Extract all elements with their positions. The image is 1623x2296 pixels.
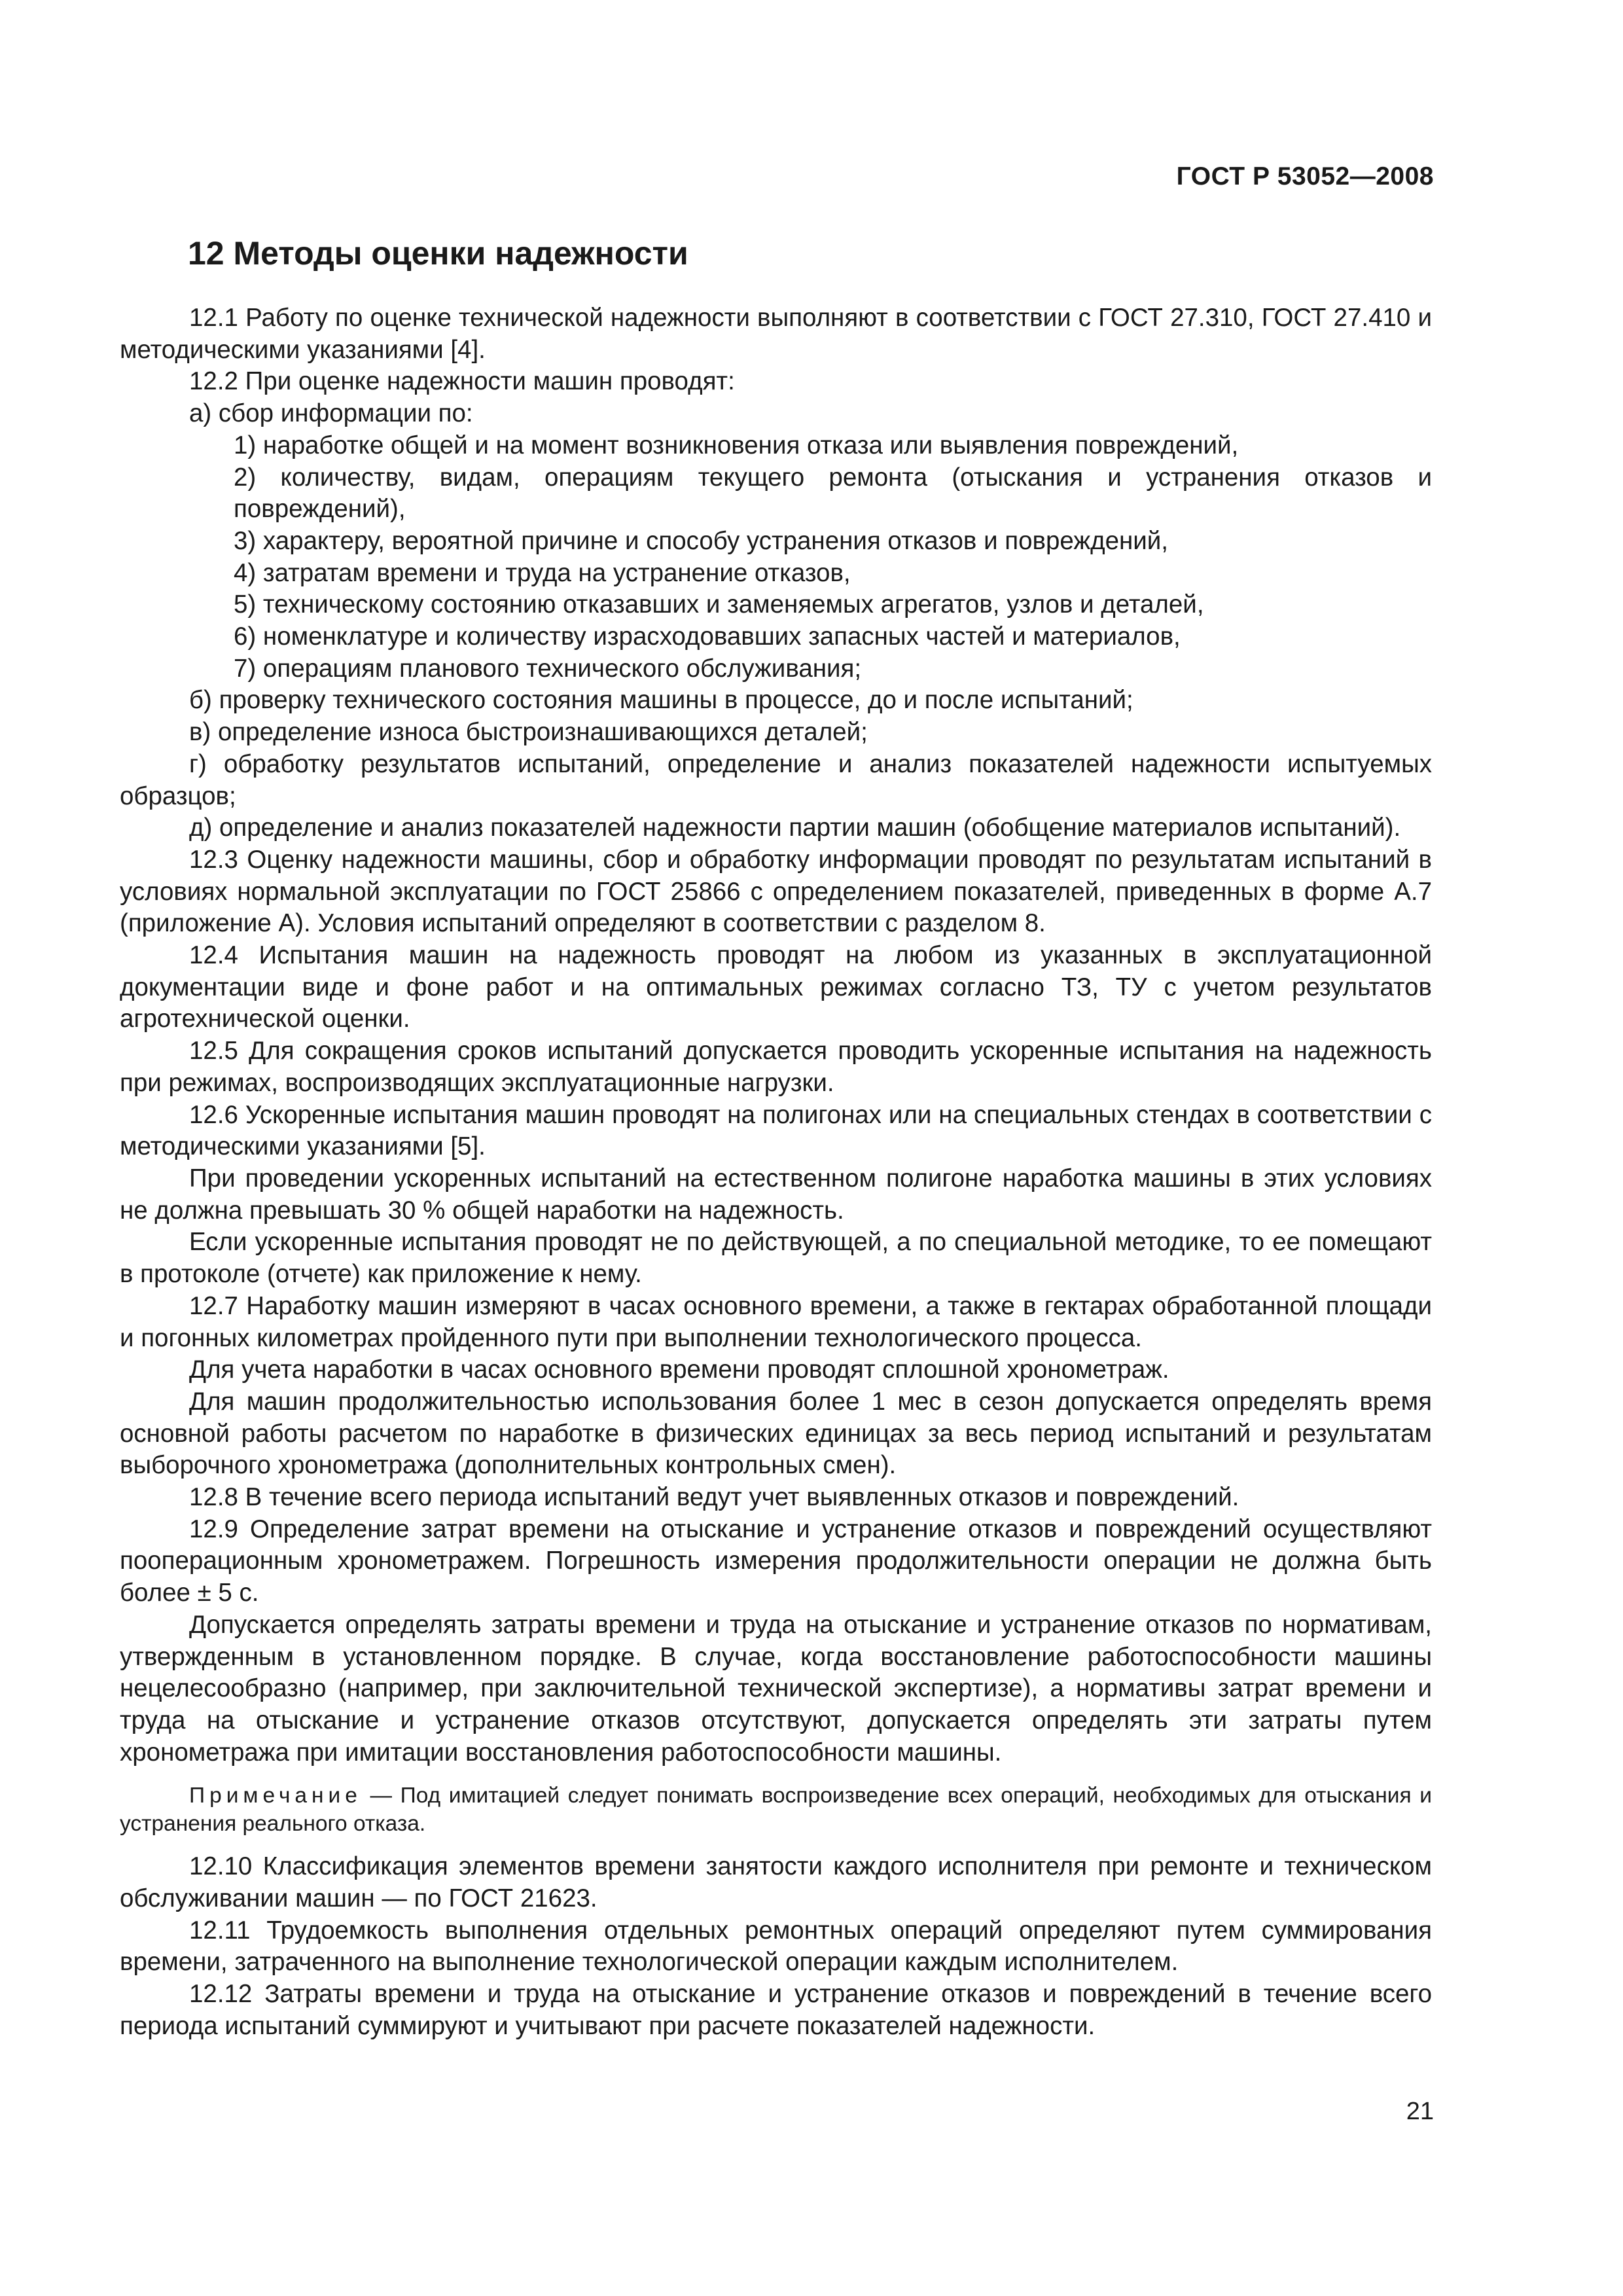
list-item-a: а) сбор информации по: xyxy=(189,399,473,428)
sublist-item: 7) операциям планового технического обслуживания; xyxy=(234,654,862,683)
paragraph-12-12: 12.12 Затраты времени и труда на отыскание и устранение отказов и повреждений в течение всего периода испытаний суммируют и учитывают при расчете показателей надежности. xyxy=(120,1980,1432,2040)
paragraph-12-6: 12.6 Ускоренные испытания машин проводят на полигонах или на специальных стендах в соответствии с методическими указаниями [5]. xyxy=(120,1100,1432,1161)
list-item-v: в) определение износа быстроизнашивающихся деталей; xyxy=(189,718,868,747)
paragraph-12-6-continuation: При проведении ускоренных испытаний на естественном полигоне наработка машины в этих условиях не должна превышать 30 % общей наработки на надежность. xyxy=(120,1164,1432,1225)
section-title: 12 Методы оценки надежности xyxy=(188,235,688,272)
sublist-item: 5) техническому состоянию отказавших и заменяемых агрегатов, узлов и деталей, xyxy=(234,590,1204,619)
paragraph-12-4: 12.4 Испытания машин на надежность проводят на любом из указанных в эксплуатационной документации виде и фоне работ и на оптимальных режимах согласно ТЗ, ТУ с учетом результатов агротехнической оценки. xyxy=(120,941,1432,1033)
paragraph-12-1: 12.1 Работу по оценке технической надежности выполняют в соответствии с ГОСТ 27.310, ГОСТ 27.410 и методическими указаниями [4]. xyxy=(120,304,1432,364)
sublist-item: 6) номенклатуре и количеству израсходовавших запасных частей и материалов, xyxy=(234,622,1181,651)
sublist-item: 1) наработке общей и на момент возникновения отказа или выявления повреждений, xyxy=(234,431,1239,459)
document-code: ГОСТ Р 53052—2008 xyxy=(1176,162,1434,190)
paragraph-12-8: 12.8 В течение всего периода испытаний ведут учет выявленных отказов и повреждений. xyxy=(189,1483,1240,1512)
paragraph-12-3: 12.3 Оценку надежности машины, сбор и обработку информации проводят по результатам испытаний в условиях нормальной эксплуатации по ГОСТ 25866 с определением показателей, приведенных в форме А.7 (приложение А). Условия испытаний определяют в соответствии с разделом 8. xyxy=(120,845,1432,938)
paragraph-12-7-continuation: Для учета наработки в часах основного времени проводят сплошной хронометраж. xyxy=(189,1355,1169,1384)
section-body xyxy=(120,302,1432,2043)
paragraph-12-5: 12.5 Для сокращения сроков испытаний допускается проводить ускоренные испытания на надежность при режимах, воспроизводящих эксплуатационные нагрузки. xyxy=(120,1037,1432,1097)
page-number: 21 xyxy=(1406,2098,1434,2125)
list-item-b: б) проверку технического состояния машины в процессе, до и после испытаний; xyxy=(189,686,1133,715)
paragraph-12-9: 12.9 Определение затрат времени на отыскание и устранение отказов и повреждений осуществляют пооперационным хронометражем. Погрешность измерения продолжительности операции не должна быть более ± 5 с. xyxy=(120,1515,1432,1607)
sublist-item: 3) характеру, вероятной причине и способу устранения отказов и повреждений, xyxy=(234,526,1168,555)
list-item-g: г) обработку результатов испытаний, определение и анализ показателей надежности испытуемых образцов; xyxy=(120,749,1432,810)
paragraph-12-2: 12.2 При оценке надежности машин проводят: xyxy=(189,367,735,396)
sublist-item: 4) затратам времени и труда на устранение отказов, xyxy=(234,558,851,587)
paragraph-12-11: 12.11 Трудоемкость выполнения отдельных ремонтных операций определяют путем суммирования времени, затраченного на выполнение технологической операции каждым исполнителем. xyxy=(120,1916,1432,1977)
paragraph-12-7-continuation: Для машин продолжительностью использования более 1 мес в сезон допускается определять время основной работы расчетом по наработке в физических единицах за весь период испытаний и результатам выборочного хронометража (дополнительных контрольных смен). xyxy=(120,1387,1432,1480)
paragraph-12-6-continuation: Если ускоренные испытания проводят не по действующей, а по специальной методике, то ее помещают в протоколе (отчете) как приложение к нему. xyxy=(120,1228,1432,1289)
paragraph-12-7: 12.7 Наработку машин измеряют в часах основного времени, а также в гектарах обработанной площади и погонных километрах пройденного пути при выполнении технологического процесса. xyxy=(120,1291,1432,1352)
note xyxy=(120,1782,1432,1838)
paragraph-12-9-continuation: Допускается определять затраты времени и труда на отыскание и устранение отказов по нормативам, утвержденным в установленном порядке. В случае, когда восстановление работоспособности машины нецелесообразно (например, при заключительной технической экспертизе), а нормативы затрат времени и труда на отыскание и устранение отказов отсутствуют, допускается определять эти затраты путем хронометража при имитации восстановления работоспособности машины. xyxy=(120,1610,1432,1767)
list-item-d: д) определение и анализ показателей надежности партии машин (обобщение материалов испытаний). xyxy=(189,814,1401,842)
note-text: — Под имитацией следует понимать воспроизведение всех операций, необходимых для отыскания и устранения реального отказа. xyxy=(120,1784,1432,1837)
note-label: Примечание xyxy=(189,1784,362,1808)
paragraph-12-10: 12.10 Классификация элементов времени занятости каждого исполнителя при ремонте и техническом обслуживании машин — по ГОСТ 21623. xyxy=(120,1852,1432,1913)
sublist-item: 2) количеству, видам, операциям текущего ремонта (отыскания и устранения отказов и повреждений), xyxy=(234,463,1432,524)
